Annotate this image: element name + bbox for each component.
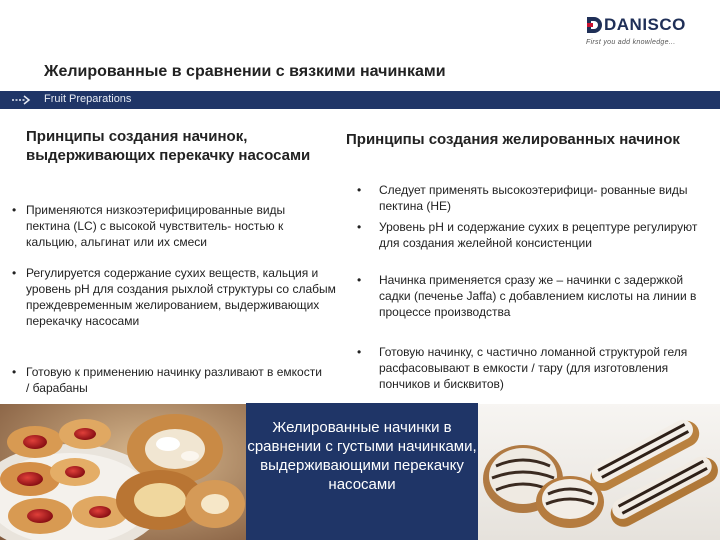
caption-box [246, 403, 478, 540]
brand-name: DANISCO [604, 15, 686, 34]
right-bullet-text: Уровень pH и содержание сухих в рецептуре регулируют для создания желейной консистенции [379, 220, 698, 250]
right-heading: Принципы создания желированных начинок [346, 131, 680, 148]
page-title: Желированные в сравнении с вязкими начинками [44, 63, 446, 80]
section-bar [0, 91, 720, 109]
right-bullet-text: Готовую начинку, с частично ломанной структурой геля расфасовывают в емкости / тару (для изготовления пончиков и бисквитов) [379, 345, 688, 391]
left-bullet-text: Применяются низкоэтерифицированные виды пектина (LC) с высокой чувствитель- ностью к кальцию, альгинат или их смеси [26, 203, 286, 249]
right-bullet-3 [357, 272, 699, 320]
logo-mark-icon [586, 16, 602, 34]
bullet-marker: • [12, 365, 17, 379]
bullet-marker: • [357, 183, 362, 197]
bullet-marker: • [12, 266, 17, 280]
left-bullet-text: Готовую к применению начинку разливают в емкости / барабаны [26, 365, 322, 395]
bullet-marker: • [357, 220, 362, 234]
bullet-marker: • [12, 203, 17, 217]
bullet-marker: • [357, 345, 362, 359]
right-bullet-text: Начинка применяется сразу же – начинки с задержкой садки (печенье Jaffa) с добавлением кислоты на линии в процессе производства [379, 273, 697, 319]
left-bullet-text: Регулируется содержание сухих веществ, кальция и уровень pH для создания рыхлой структуры со слабым преждевременным желированием, выдерживающих перекачку насосами [26, 266, 336, 328]
iced-pastries-photo [478, 404, 720, 540]
brand-tagline: First you add knowledge... [586, 39, 676, 46]
right-bullet-4 [357, 344, 709, 392]
right-bullet-2 [357, 219, 699, 251]
section-label: Fruit Preparations [44, 93, 132, 105]
right-bullet-text: Следует применять высокоэтерифици- рованные виды пектина (HE) [379, 183, 688, 213]
dashed-arrow-icon [12, 95, 32, 105]
left-heading: Принципы создания начинок, выдерживающих перекачку насосами [26, 128, 311, 164]
danisco-logo [586, 14, 706, 54]
left-bullet-3 [12, 364, 326, 396]
left-bullet-1 [12, 202, 326, 250]
caption-text: Желированные начинки в сравнении с густыми начинками, выдерживающими перекачку насосами [247, 419, 477, 493]
left-bullet-2 [12, 265, 336, 329]
jam-biscuits-photo [0, 404, 246, 540]
bullet-marker: • [357, 273, 362, 287]
right-bullet-1 [357, 182, 699, 214]
